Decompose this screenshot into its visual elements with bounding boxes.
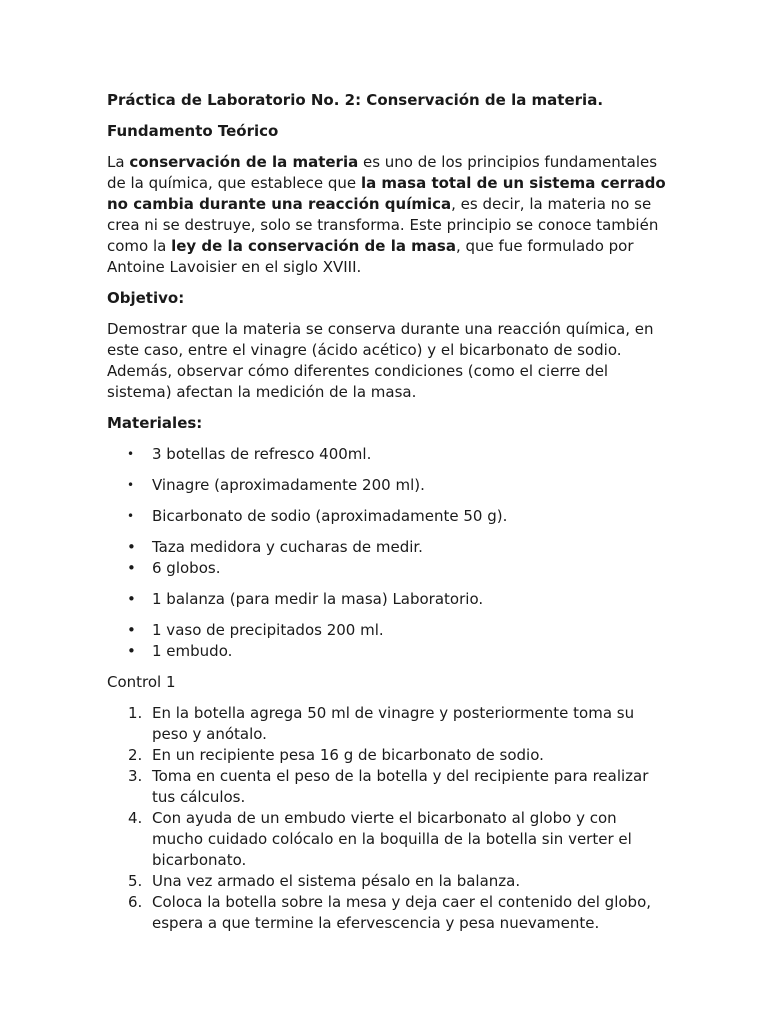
fundamento-heading: Fundamento Teórico bbox=[107, 122, 279, 140]
step-text: Toma en cuenta el peso de la botella y del recipiente para realizar tus cálculos. bbox=[152, 767, 649, 806]
step-text: Coloca la botella sobre la mesa y deja caer el contenido del globo, espera a que termine la efervescencia y pesa nuevamente. bbox=[152, 893, 652, 932]
step-text: En un recipiente pesa 16 g de bicarbonato de sodio. bbox=[152, 746, 544, 764]
list-item: • Bicarbonato de sodio (aproximadamente 50 g). bbox=[107, 506, 667, 527]
document-body bbox=[107, 90, 667, 934]
fundamento-text-1: La bbox=[107, 153, 130, 171]
fundamento-bold-1: conservación de la materia bbox=[129, 153, 359, 171]
materials-list bbox=[107, 444, 667, 662]
list-item: • 1 vaso de precipitados 200 ml. bbox=[107, 620, 667, 641]
step-number: 5. bbox=[128, 872, 143, 890]
fundamento-bold-3: ley de la conservación de la masa bbox=[171, 237, 456, 255]
fundamento-text-3: , es decir, la materia no se crea ni se destruye, solo se transforma. Este principio se conoce también como la bbox=[107, 195, 659, 255]
list-item: • 1 embudo. bbox=[107, 641, 667, 662]
step-text: Una vez armado el sistema pésalo en la balanza. bbox=[152, 872, 521, 890]
step-text: En la botella agrega 50 ml de vinagre y posteriormente toma su peso y anótalo. bbox=[152, 704, 635, 743]
fundamento-text-2: es uno de los principios fundamentales de la química, que establece que bbox=[107, 153, 658, 192]
list-item bbox=[107, 745, 667, 766]
fundamento-paragraph bbox=[107, 152, 667, 278]
list-item bbox=[107, 871, 667, 892]
fundamento-text-4: , que fue formulado por Antoine Lavoisier en el siglo XVIII. bbox=[107, 237, 634, 276]
list-item bbox=[107, 766, 667, 808]
list-item: • 6 globos. bbox=[107, 558, 667, 579]
control-heading: Control 1 bbox=[107, 673, 176, 691]
materiales-heading: Materiales: bbox=[107, 414, 203, 432]
step-number: 6. bbox=[128, 893, 143, 911]
document-title: Práctica de Laboratorio No. 2: Conservación de la materia. bbox=[107, 91, 604, 109]
list-item: • 1 balanza (para medir la masa) Laboratorio. bbox=[107, 589, 667, 610]
step-number: 3. bbox=[128, 767, 143, 785]
objetivo-paragraph: Demostrar que la materia se conserva durante una reacción química, en este caso, entre el vinagre (ácido acético) y el bicarbonato de sodio. Además, observar cómo diferentes condiciones (como el cierre del sistema) afectan la medición de la masa. bbox=[107, 320, 654, 401]
step-number: 4. bbox=[128, 809, 143, 827]
objetivo-heading: Objetivo: bbox=[107, 289, 185, 307]
control-steps-list bbox=[107, 703, 667, 934]
step-number: 1. bbox=[128, 704, 143, 722]
list-item bbox=[107, 892, 667, 934]
list-item bbox=[107, 808, 667, 871]
list-item: • 3 botellas de refresco 400ml. bbox=[107, 444, 667, 465]
list-item: • Taza medidora y cucharas de medir. bbox=[107, 537, 667, 558]
fundamento-bold-2: la masa total de un sistema cerrado no cambia durante una reacción química bbox=[107, 174, 666, 213]
list-item bbox=[107, 703, 667, 745]
step-number: 2. bbox=[128, 746, 143, 764]
list-item: • Vinagre (aproximadamente 200 ml). bbox=[107, 475, 667, 496]
step-text: Con ayuda de un embudo vierte el bicarbonato al globo y con mucho cuidado colócalo en la boquilla de la botella sin verter el bicarbonato. bbox=[152, 809, 632, 869]
